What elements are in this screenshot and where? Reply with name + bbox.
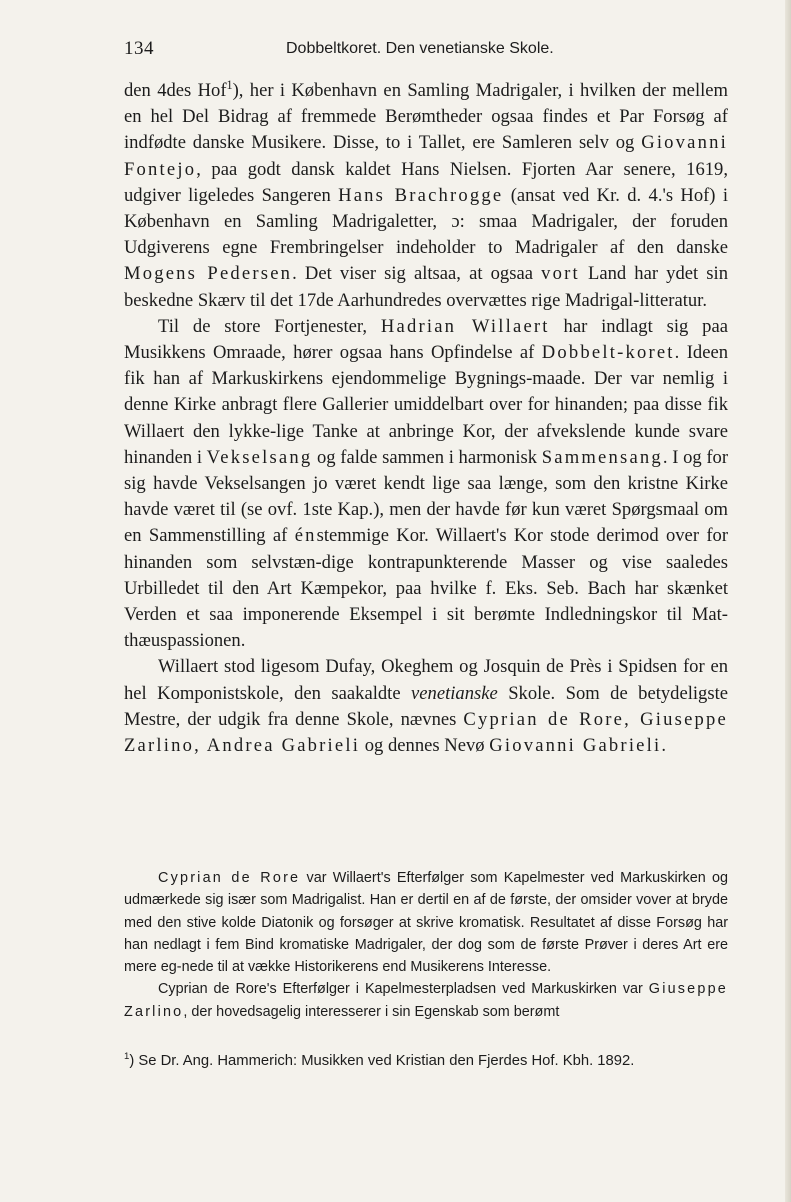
spaced-name: Giuseppe Zarlino xyxy=(124,981,728,1020)
spaced-name: Giovanni Fontejo xyxy=(124,132,728,180)
spaced-name: Mogens Pedersen xyxy=(124,263,293,285)
spaced-term: Dobbelt-koret xyxy=(541,342,675,364)
small-print-section xyxy=(124,867,728,1023)
page-header xyxy=(124,38,711,66)
spaced-term: én xyxy=(294,525,317,547)
main-text xyxy=(124,78,728,759)
spaced-name: Giovanni Gabrieli xyxy=(489,735,662,757)
footnote-ref: 1 xyxy=(226,77,233,92)
paragraph-1: den 4des Hof$^1$), her i København en Samling Madrigaler, i hvilken der mellem en hel Del Bidrag af fremmede Berømtheder ogsaa findes et Par Forsøg af indfødte danske Musikere. Disse, to i Tallet, ere Samleren selv og Giovanni Fontejo, paa godt dansk kaldet Hans Nielsen. Fjorten Aar senere, 1619, udgiver ligeledes Sangeren Hans Brachrogge (ansat ved Kr. d. 4.'s Hof) i København en Samling Madrigaletter, ɔ: smaa Madrigaler, der foruden Udgiverens egne Frembringelser indeholder to Madrigaler af den danske Mogens Pedersen. Det viser sig altsaa, at ogsaa vort Land har ydet sin beskedne Skærv til det 17de Aarhundredes overvættes rige Madrigal-litteratur. xyxy=(124,77,729,311)
spaced-name: Cyprian de Rore xyxy=(158,870,301,886)
spaced-name: Hans Brachrogge xyxy=(338,184,504,206)
small-paragraph-1: Cyprian de Rore var Willaert's Efterfølger som Kapelmester ved Markuskirken og udmærkede sig især som Madrigalist. Han er dertil en af de første, der omsider vover at bryde med den stive kolde Diatonik og forsøger at skrive kromatisk. Resultatet af disse Forsøg har han nedlagt i fem Bind kromatiske Madrigaler, der dog som de første Prøver i deres Art ere mere eg-nede til at vække Historikerens end Musikerens Interesse. xyxy=(124,870,728,976)
footnote-text: ) Se Dr. Ang. Hammerich: Musikken ved Kristian den Fjerdes Hof. Kbh. 1892. xyxy=(129,1053,635,1069)
footnote xyxy=(124,1050,728,1072)
page-number: 134 xyxy=(124,38,154,59)
footnote-mark: 1 xyxy=(124,1051,130,1063)
spaced-term: Vekselsang xyxy=(206,446,313,468)
paragraph-3: Willaert stod ligesom Dufay, Okeghem og Josquin de Près i Spidsen for en hel Komponistskole, den saakaldte venetianske Skole. Som de betydeligste Mestre, der udgik fra denne Skole, nævnes Cyprian de Rore, Giuseppe Zarlino, Andrea Gabrieli og dennes Nevø Giovanni Gabrieli. xyxy=(124,656,729,757)
spaced-name: Hadrian Willaert xyxy=(380,315,550,337)
italic-term: venetianske xyxy=(411,682,498,704)
small-paragraph-2: Cyprian de Rore's Efterfølger i Kapelmesterpladsen ved Markuskirken var Giuseppe Zarlino, der hovedsagelig interesserer i sin Egenskab som berømt xyxy=(124,981,728,1020)
spaced-word: vort xyxy=(541,263,580,285)
page-edge-shadow xyxy=(785,0,791,1202)
spaced-term: Sammensang xyxy=(541,446,663,468)
running-title: Dobbeltkoret. Den venetianske Skole. xyxy=(286,40,554,57)
spaced-names: Cyprian de Rore, Giuseppe Zarlino, Andrea Gabrieli xyxy=(124,708,728,757)
paragraph-2: Til de store Fortjenester, Hadrian Willaert har indlagt sig paa Musikkens Omraade, hører ogsaa hans Opfindelse af Dobbelt-koret. Ideen fik han af Markuskirkens ejendommelige Bygnings-maade. Der var nemlig i denne Kirke anbragt flere Gallerier umiddelbart over for hinanden; paa disse fik Willaert den lykke-lige Tanke at anbringe Kor, der afvekslende kunde svare hinanden i Vekselsang og falde sammen i harmonisk Sammensang. I og for sig havde Vekselsangen jo været kendt lige saa længe, som den kristne Kirke havde været til (se ovf. 1ste Kap.), men der havde før kun været Spørgsmaal om en Sammenstilling af énstemmige Kor. Willaert's Kor stode derimod over for hinanden som selvstæn-dige kontrapunkterende Masser og vise saaledes Urbilledet til den Art Kæmpekor, paa hvilke f. Eks. Seb. Bach har skænket Verden et saa imponerende Eksempel i sit berømte Indledningskor til Mat-thæuspassionen. xyxy=(124,315,729,652)
